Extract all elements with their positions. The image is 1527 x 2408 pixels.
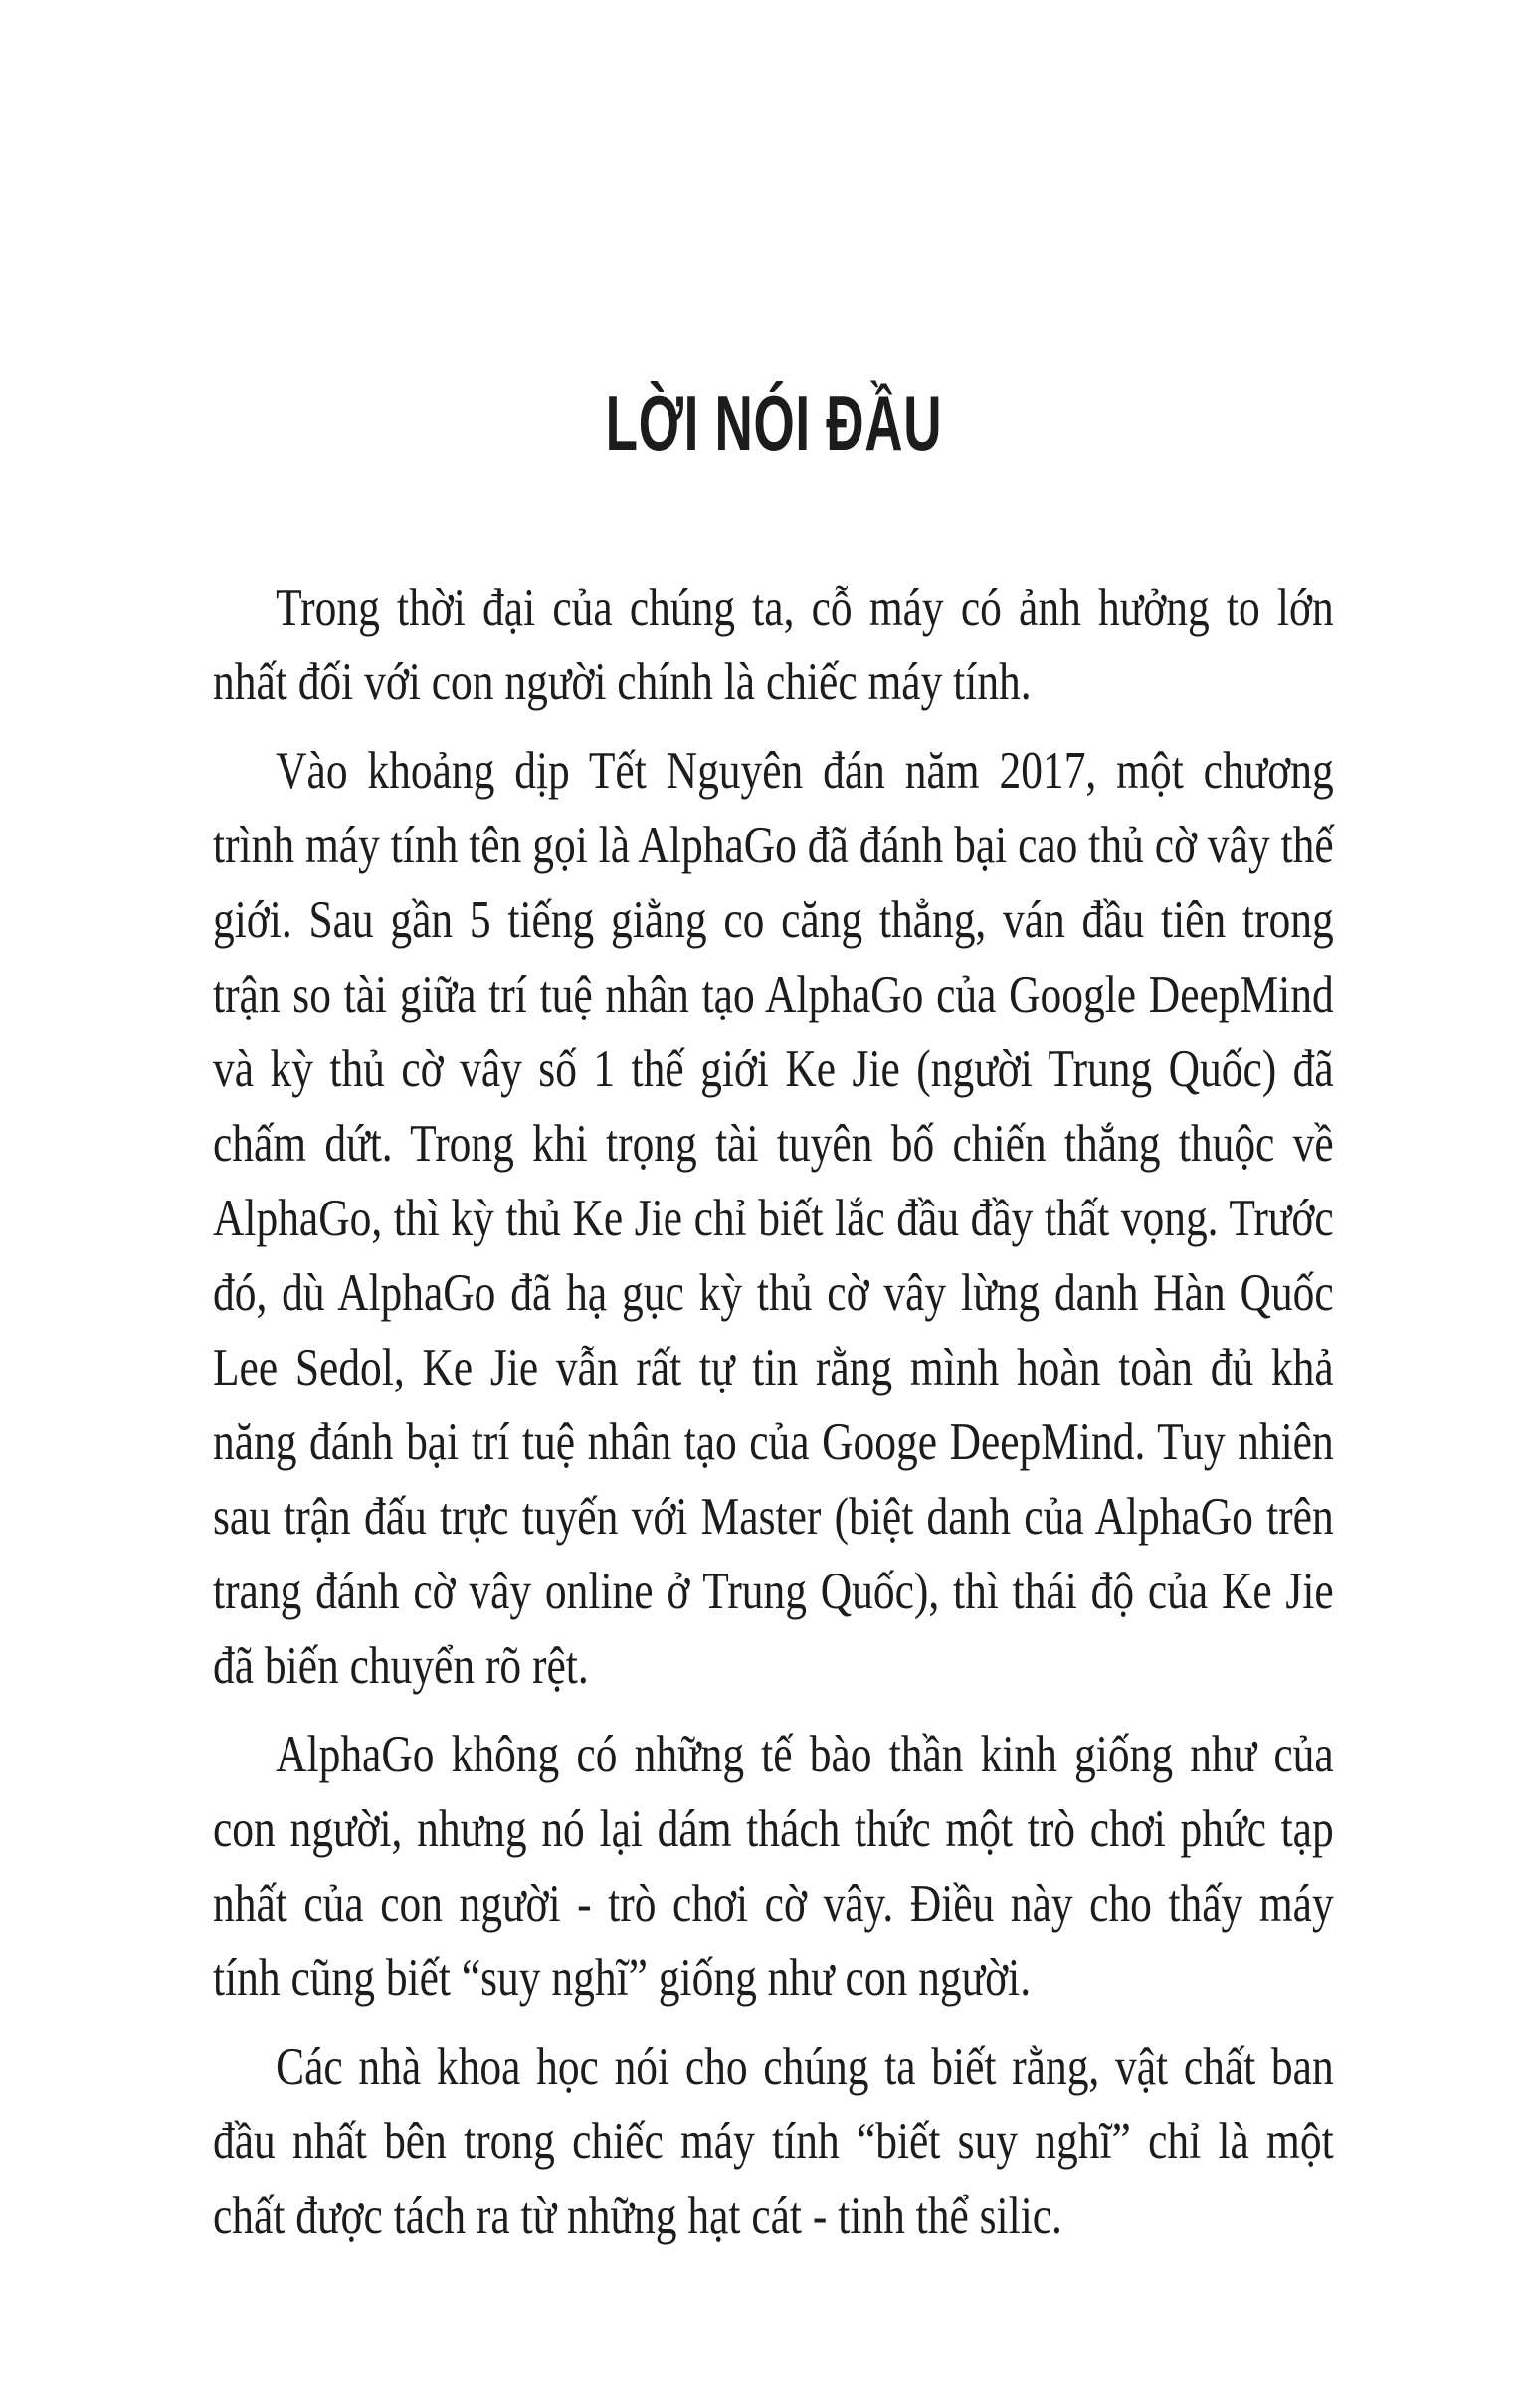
text-block: [213, 571, 1334, 2254]
paragraph: Các nhà khoa học nói cho chúng ta biết rằng, vật chất ban đầu nhất bên trong chiếc máy tính “biết suy nghĩ” chỉ là một chất được tách ra từ những hạt cát - tinh thể silic.: [213, 2038, 1334, 2245]
paragraph: Vào khoảng dịp Tết Nguyên đán năm 2017, một chương trình máy tính tên gọi là AlphaGo đã đánh bại cao thủ cờ vây thế giới. Sau gần 5 tiếng giằng co căng thẳng, ván đầu tiên trong trận so tài giữa trí tuệ nhân tạo AlphaGo của Google DeepMind và kỳ thủ cờ vây số 1 thế giới Ke Jie (người Trung Quốc) đã chấm dứt. Trong khi trọng tài tuyên bố chiến thắng thuộc về AlphaGo, thì kỳ thủ Ke Jie chỉ biết lắc đầu đầy thất vọng. Trước đó, dù AlphaGo đã hạ gục kỳ thủ cờ vây lừng danh Hàn Quốc Lee Sedol, Ke Jie vẫn rất tự tin rằng mình hoàn toàn đủ khả năng đánh bại trí tuệ nhân tạo của Googe DeepMind. Tuy nhiên sau trận đấu trực tuyến với Master (biệt danh của AlphaGo trên trang đánh cờ vây online ở Trung Quốc), thì thái độ của Ke Jie đã biến chuyển rõ rệt.: [213, 742, 1334, 1695]
paragraph: AlphaGo không có những tế bào thần kinh giống như của con người, nhưng nó lại dám thách thức một trò chơi phức tạp nhất của con người - trò chơi cờ vây. Điều này cho thấy máy tính cũng biết “suy nghĩ” giống như con người.: [213, 1726, 1334, 2007]
page-title-text: LỜI NÓI ĐẦU: [605, 379, 942, 466]
paragraph: Trong thời đại của chúng ta, cỗ máy có ảnh hưởng to lớn nhất đối với con người chính là chiếc máy tính.: [213, 579, 1334, 711]
page-content: [213, 571, 1334, 2254]
page-title: [213, 379, 1334, 466]
